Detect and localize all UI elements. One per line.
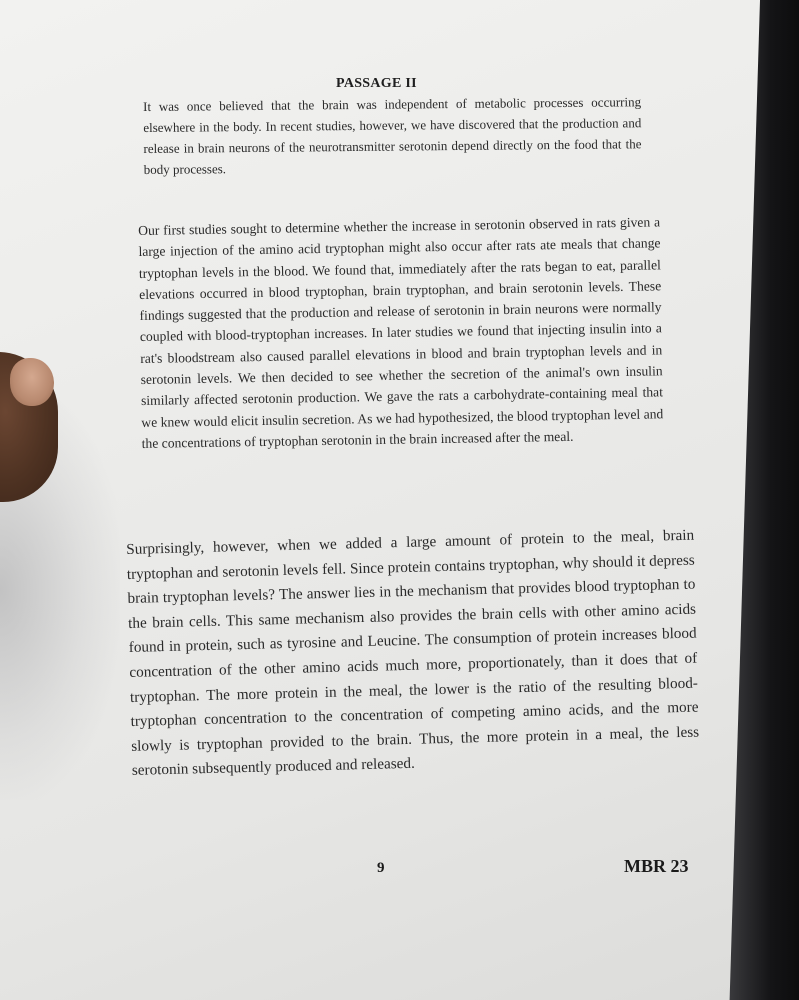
paragraph-2: Our first studies sought to determine whether the increase in serotonin observed in rats given a large injection of the amino acid tryptophan might also occur after rats ate meals that change tryptophan levels in the blood. We found that, immediately after the rats began to eat, parallel elevations occurred in blood tryptophan, brain tryptophan, and brain serotonin levels. These findings suggested that the production and release of serotonin in brain neurons were normally coupled with blood-tryptophan increases. In later studies we found that injecting insulin into a rat's bloodstream also caused parallel elevations in blood and brain tryptophan levels and in serotonin levels. We then decided to see whether the secretion of the animal's own insulin similarly affected serotonin production. We gave the rats a carbohydrate-containing meal that we knew would elicit insulin secretion. As we had hypothesized, the blood tryptophan level and the concentrations of tryptophan serotonin in the brain increased after the meal. xyxy=(138,214,664,451)
paragraph-1: It was once believed that the brain was independent of metabolic processes occurring elsewhere in the body. In recent studies, however, we have discovered that the production and release in brain neurons of the neurotransmitter serotonin depend directly on the food that the body processes. xyxy=(143,94,642,177)
passage-title: PASSAGE II xyxy=(336,76,417,91)
document-code: MBR 23 xyxy=(624,856,689,876)
page-number: 9 xyxy=(377,860,385,876)
paragraph-3: Surprisingly, however, when we added a large amount of protein to the meal, brain tryptophan and serotonin levels fell. Since protein contains tryptophan, why should it depress brain tryptophan levels? The answer lies in the mechanism that provides blood tryptophan to the brain cells. This same mechanism also provides the brain cells with other amino acids found in protein, such as tyrosine and Leucine. The consumption of protein increases blood concentration of the other amino acids much more, proportionately, than it does that of tryptophan. The more protein in the meal, the lower is the ratio of the resulting blood-tryptophan concentration to the concentration of competing amino acids, and the more slowly is tryptophan provided to the brain. Thus, the more protein in a meal, the less serotonin subsequently produced and released. xyxy=(126,526,700,780)
